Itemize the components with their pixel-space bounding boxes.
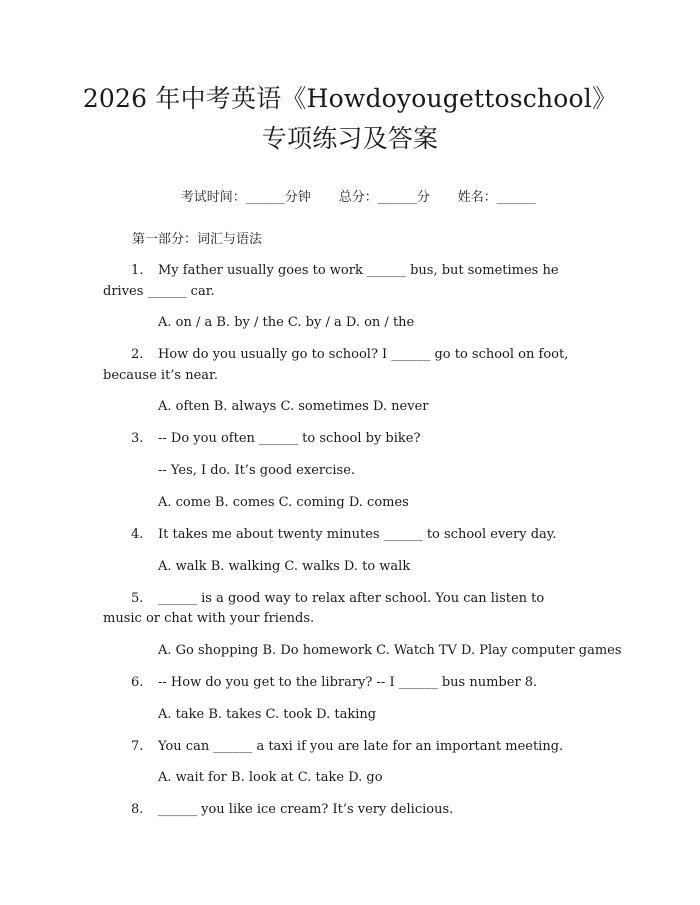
page-subtitle: 专项练习及答案	[261, 124, 439, 153]
question-options: A. on / a B. by / the C. by / a D. on / the	[158, 315, 415, 330]
total-score-field: 总分：______分	[338, 190, 430, 205]
question-text: -- Do you often ______ to school by bike?	[158, 431, 421, 446]
question-dialogue-reply: -- Yes, I do. It’s good exercise.	[158, 463, 356, 478]
question-options: A. Go shopping B. Do homework C. Watch TV D. Play computer games	[158, 643, 622, 658]
question-text-continued: drives ______ car.	[103, 284, 215, 299]
page-title: 2026 年中考英语《Howdoyougettoschool》	[82, 84, 618, 113]
question-options: A. walk B. walking C. walks D. to walk	[158, 559, 411, 574]
question-number: 7.	[131, 739, 144, 754]
question-options: A. take B. takes C. took D. taking	[158, 707, 377, 722]
question-text: -- How do you get to the library? -- I ______ bus number 8.	[158, 675, 538, 690]
question-text: ______ you like ice cream? It’s very delicious.	[158, 802, 454, 817]
question-number: 6.	[131, 675, 144, 690]
question-number: 2.	[131, 347, 144, 362]
question-options: A. come B. comes C. coming D. comes	[158, 495, 409, 510]
question-number: 8.	[131, 802, 144, 817]
question-text: You can ______ a taxi if you are late for an important meeting.	[158, 739, 564, 754]
exam-time-field: 考试时间：______分钟	[180, 190, 311, 205]
question-number: 5.	[131, 591, 144, 606]
question-number: 3.	[131, 431, 144, 446]
name-field: 姓名：______	[457, 190, 536, 205]
question-number: 1.	[131, 263, 144, 278]
exam-info	[0, 168, 700, 228]
question-text-continued: because it’s near.	[103, 368, 218, 383]
question-text: ______ is a good way to relax after school. You can listen to	[158, 591, 545, 606]
question-options: A. often B. always C. sometimes D. never	[158, 399, 429, 414]
question-number: 4.	[131, 527, 144, 542]
section-title: 第一部分：词汇与语法	[132, 232, 263, 247]
question-text: It takes me about twenty minutes ______ to school every day.	[158, 527, 557, 542]
question-text-continued: music or chat with your friends.	[103, 611, 315, 626]
question-options: A. wait for B. look at C. take D. go	[158, 770, 383, 785]
question-text: My father usually goes to work ______ bus, but sometimes he	[158, 263, 559, 278]
question-text: How do you usually go to school? I ______ go to school on foot,	[158, 347, 569, 362]
